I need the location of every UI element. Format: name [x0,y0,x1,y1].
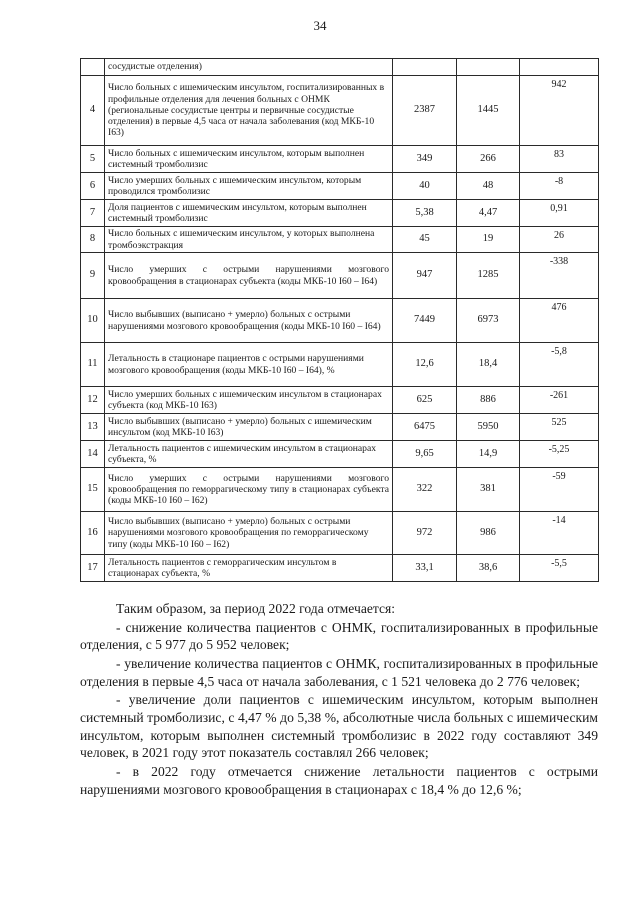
value-2021: 986 [457,512,520,555]
value-2022: 33,1 [393,555,457,582]
value-2021: 886 [457,387,520,414]
table-row [81,173,599,200]
summary-item: - снижение количества пациентов с ОНМК, госпитализированных в профильные отделения, с 5 977 до 5 952 человек; [80,619,598,653]
value-2022: 2387 [393,76,457,146]
summary-text [80,600,598,798]
value-2021: 19 [457,227,520,253]
row-description: Число умерших больных с ишемическим инсультом, которым проводился тромболизис [105,173,393,200]
value-difference: 0,91 [520,200,599,227]
value-difference: 26 [520,227,599,253]
summary-item: - в 2022 году отмечается снижение летальности пациентов с острыми нарушениями мозгового кровообращения в стационарах с 18,4 % до 12,6 %; [80,764,598,797]
value-difference: 525 [520,414,599,441]
summary-item: - увеличение доли пациентов с ишемическим инсультом, которым выполнен системный тромболизис, с 4,47 % до 5,38 %, абсолютные числа больных с ишемическим инсультом, которым выполнен системный тромболизис в 2022 году составляют 349 человек, в 2021 году этот показатель составлял 266 человек; [80,692,598,761]
page-number: 34 [313,18,327,33]
value-difference: -5,5 [520,555,599,582]
value-difference: -5,8 [520,343,599,387]
summary-intro: Таким образом, за период 2022 года отмечается: [116,601,396,616]
value-difference: -261 [520,387,599,414]
row-number: 10 [81,299,105,343]
statistics-table-body [81,59,599,582]
row-description: Летальность в стационаре пациентов с острыми нарушениями мозгового кровообращения (коды МКБ-10 I60 – I64), % [105,343,393,387]
value-2021: 381 [457,468,520,512]
value-2021: 6973 [457,299,520,343]
row-number: 7 [81,200,105,227]
row-number: 8 [81,227,105,253]
row-description: Число умерших с острыми нарушениями мозгового кровообращения в стационарах субъекта (коды МКБ-10 I60 – I64) [105,253,393,299]
row-number: 5 [81,146,105,173]
value-2022: 7449 [393,299,457,343]
row-number: 13 [81,414,105,441]
value-2021: 266 [457,146,520,173]
value-difference: -59 [520,468,599,512]
row-description: Число выбывших (выписано + умерло) больных с ишемическим инсультом (код МКБ-10 I63) [105,414,393,441]
row-description: Число умерших больных с ишемическим инсультом в стационарах субъекта (код МКБ-10 I63) [105,387,393,414]
row-number: 4 [81,76,105,146]
value-2022: 45 [393,227,457,253]
table-row [81,227,599,253]
row-description: сосудистые отделения) [105,59,393,76]
table-row [81,59,599,76]
table-row [81,441,599,468]
value-difference: -14 [520,512,599,555]
row-number: 12 [81,387,105,414]
row-description: Число больных с ишемическим инсультом, которым выполнен системный тромболизис [105,146,393,173]
table-row [81,468,599,512]
table-row [81,200,599,227]
row-number: 9 [81,253,105,299]
value-2021: 18,4 [457,343,520,387]
row-description: Число выбывших (выписано + умерло) больных с острыми нарушениями мозгового кровообращения по геморрагическому типу (коды МКБ-10 I60 – I62) [105,512,393,555]
row-description: Летальность пациентов с геморрагическим инсультом в стационарах субъекта, % [105,555,393,582]
value-2021: 48 [457,173,520,200]
value-difference [520,59,599,76]
value-difference: -338 [520,253,599,299]
value-2021 [457,59,520,76]
value-difference: 942 [520,76,599,146]
row-number: 14 [81,441,105,468]
value-difference: 476 [520,299,599,343]
summary-item: - увеличение количества пациентов с ОНМК, госпитализированных в профильные отделения в первые 4,5 часа от начала заболевания, с 1 521 человека до 2 776 человек; [80,656,598,689]
table-row [81,146,599,173]
value-2022 [393,59,457,76]
value-2022: 322 [393,468,457,512]
table-row [81,387,599,414]
table-row [81,253,599,299]
row-description: Число умерших с острыми нарушениями мозгового кровообращения по геморрагическому типу в стационарах субъекта (коды МКБ-10 I60 – I62) [105,468,393,512]
row-description: Число больных с ишемическим инсультом, у которых выполнена тромбоэкстракция [105,227,393,253]
value-2022: 972 [393,512,457,555]
value-2022: 9,65 [393,441,457,468]
value-2021: 4,47 [457,200,520,227]
table-row [81,555,599,582]
row-number: 17 [81,555,105,582]
value-difference: 83 [520,146,599,173]
row-number: 16 [81,512,105,555]
table-row [81,414,599,441]
row-number: 15 [81,468,105,512]
value-difference: -8 [520,173,599,200]
row-description: Число больных с ишемическим инсультом, госпитализированных в профильные отделения для лечения больных с ОНМК (региональные сосудистые центры и первичные сосудистые отделения) в первые 4,5 часа от начала заболевания (код МКБ-10 I63) [105,76,393,146]
value-2021: 38,6 [457,555,520,582]
table-row [81,512,599,555]
row-number [81,59,105,76]
value-2021: 1445 [457,76,520,146]
value-2022: 12,6 [393,343,457,387]
value-2021: 5950 [457,414,520,441]
row-description: Летальность пациентов с ишемическим инсультом в стационарах субъекта, % [105,441,393,468]
value-2022: 6475 [393,414,457,441]
value-2022: 5,38 [393,200,457,227]
row-description: Число выбывших (выписано + умерло) больных с острыми нарушениями мозгового кровообращения (коды МКБ-10 I60 – I64) [105,299,393,343]
value-2021: 1285 [457,253,520,299]
value-2022: 349 [393,146,457,173]
table-row [81,76,599,146]
table-row [81,343,599,387]
value-2022: 625 [393,387,457,414]
table-row [81,299,599,343]
value-2022: 947 [393,253,457,299]
value-2021: 14,9 [457,441,520,468]
row-description: Доля пациентов с ишемическим инсультом, которым выполнен системный тромболизис [105,200,393,227]
row-number: 11 [81,343,105,387]
row-number: 6 [81,173,105,200]
value-difference: -5,25 [520,441,599,468]
statistics-table [80,58,599,582]
value-2022: 40 [393,173,457,200]
